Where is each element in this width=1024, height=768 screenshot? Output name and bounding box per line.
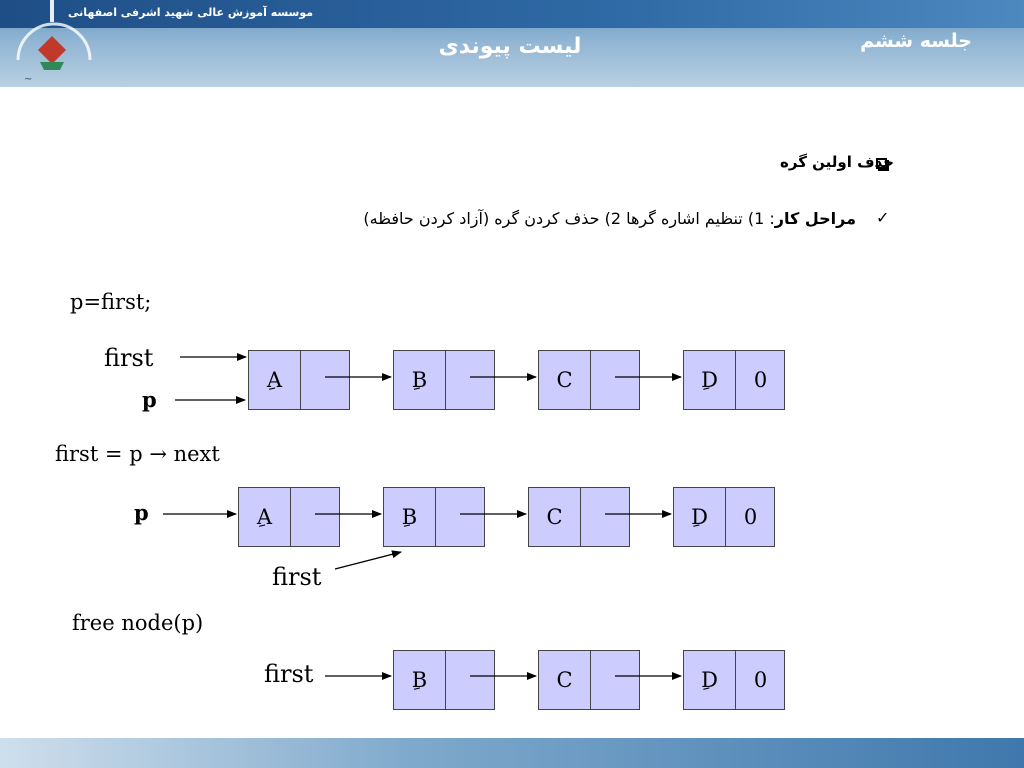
node-value: ِA (256, 505, 273, 529)
svg-text:~: ~ (24, 74, 33, 85)
bullet-heading: حذف اولین گره (780, 153, 894, 171)
node-value: ِB (411, 368, 428, 392)
slide-title: لیست پیوندی (438, 34, 582, 59)
node-value: C (546, 505, 563, 529)
node-value: ِB (401, 505, 418, 529)
code-line-1: p=first; (70, 290, 152, 314)
label-first-row3: first (264, 660, 314, 688)
node-value: C (556, 368, 573, 392)
node-value: C (556, 668, 573, 692)
code-line-2: first = p → next (55, 442, 220, 466)
node-pointer: 0 (753, 668, 768, 692)
label-p-row2: p (134, 500, 149, 525)
node-value: ِD (701, 668, 718, 692)
node-value: ِD (701, 368, 718, 392)
node-pointer: 0 (743, 505, 758, 529)
node-value: ِD (691, 505, 708, 529)
steps-text: : 1) تنظیم اشاره گرها 2) حذف کردن گره (آزاد کردن حافظه) (363, 209, 775, 228)
label-p-row1: p (142, 387, 157, 412)
slide-footer (0, 738, 1024, 768)
session-label: جلسه ششم (860, 30, 972, 52)
node-value: ِB (411, 668, 428, 692)
institution-name: موسسه آموزش عالی شهید اشرفی اصفهانی (68, 6, 314, 19)
checkmark-icon: ✓ (876, 208, 890, 227)
node-pointer: 0 (753, 368, 768, 392)
arrow-first-to-b-row2 (335, 552, 401, 569)
code-line-3: free node(p) (72, 611, 204, 635)
steps-label: مراحل کار (774, 209, 856, 228)
label-first-row1: first (104, 344, 154, 372)
node-value: ِA (266, 368, 283, 392)
label-first-row2: first (272, 563, 322, 591)
